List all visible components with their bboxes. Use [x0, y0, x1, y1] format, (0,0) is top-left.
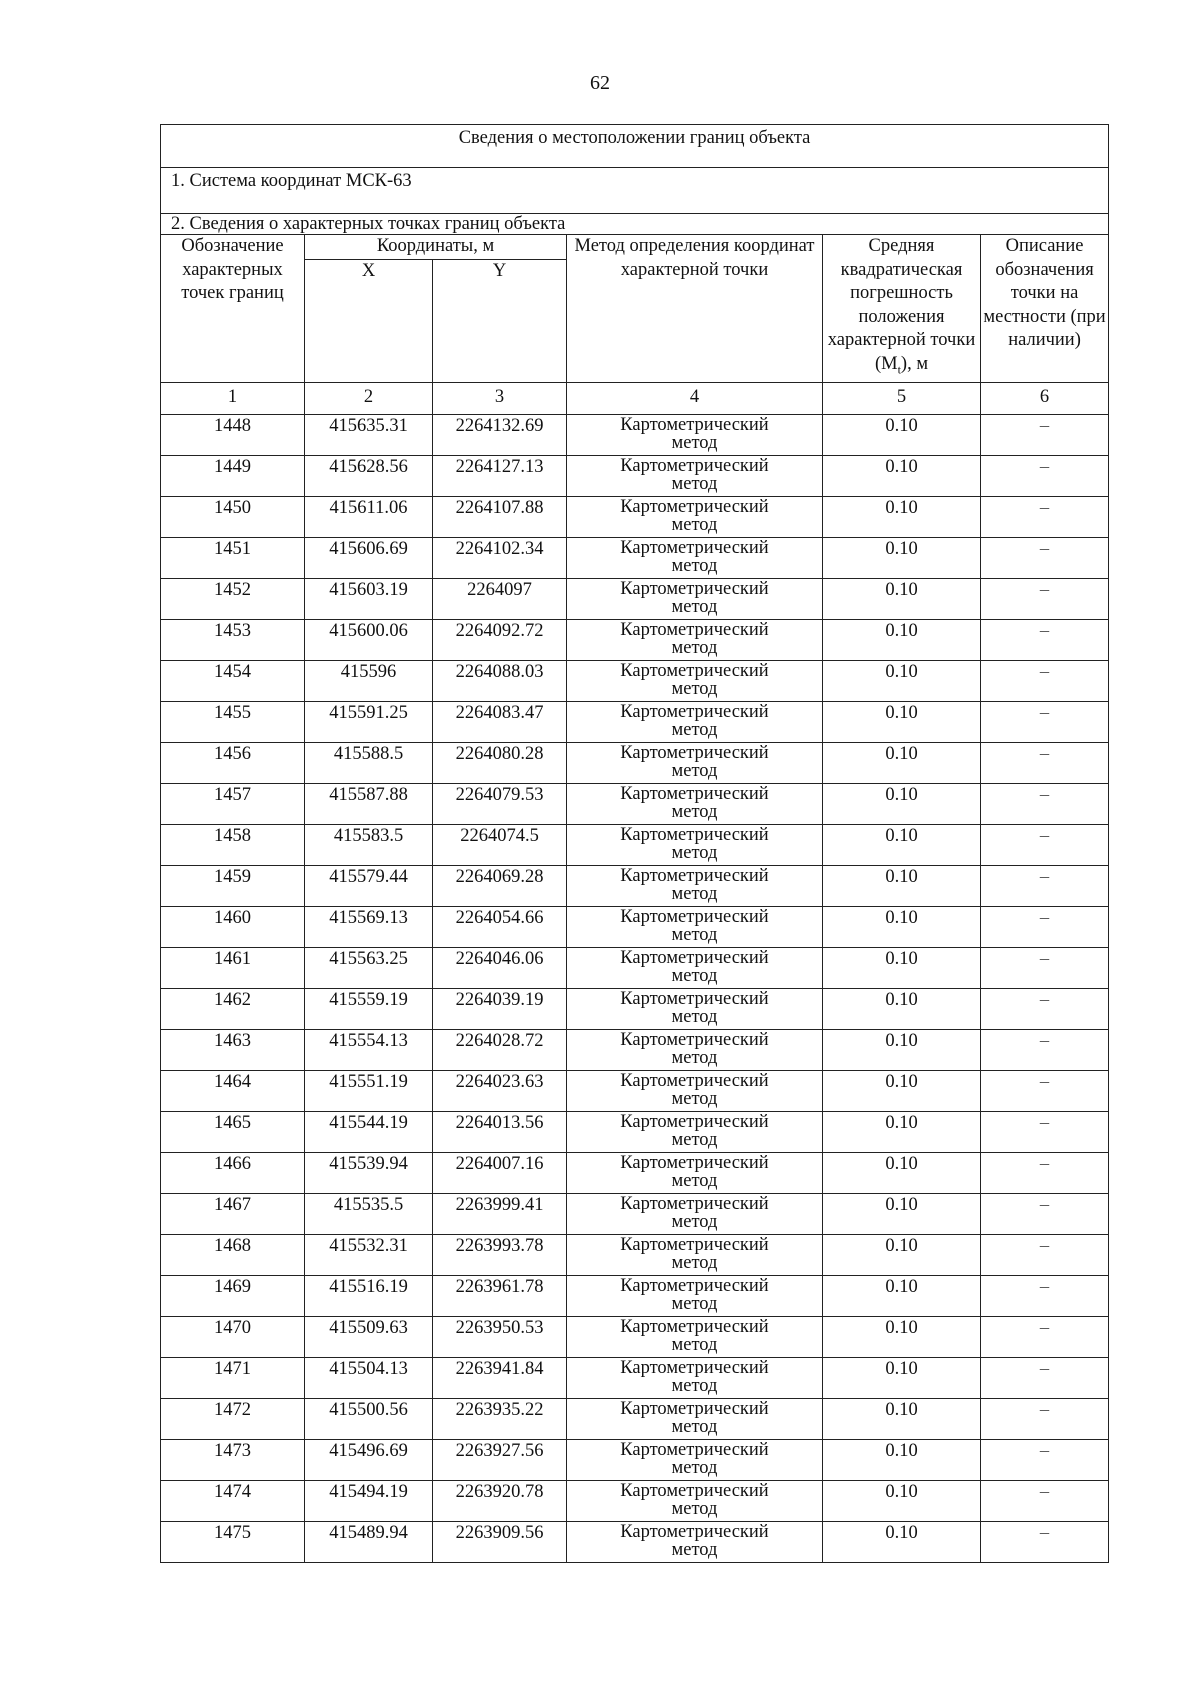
point-method-line2: метод [671, 1006, 718, 1027]
coordinate-system-row [161, 168, 1109, 214]
point-x: 415563.25 [305, 947, 433, 988]
header-error [823, 235, 981, 383]
point-method-line2: метод [671, 1457, 718, 1478]
point-id: 1474 [161, 1480, 305, 1521]
table-row [161, 947, 1109, 988]
point-y: 2263961.78 [433, 1275, 567, 1316]
point-method [567, 1521, 823, 1562]
point-description: – [981, 1234, 1109, 1275]
point-method-line1: Картометрический [620, 783, 769, 804]
point-x: 415583.5 [305, 824, 433, 865]
point-id: 1460 [161, 906, 305, 947]
point-error: 0.10 [823, 906, 981, 947]
point-x: 415504.13 [305, 1357, 433, 1398]
point-method [567, 455, 823, 496]
point-id: 1452 [161, 578, 305, 619]
point-x: 415635.31 [305, 414, 433, 455]
point-method [567, 1439, 823, 1480]
point-description: – [981, 1398, 1109, 1439]
point-description: – [981, 1439, 1109, 1480]
point-y: 2264023.63 [433, 1070, 567, 1111]
point-error: 0.10 [823, 824, 981, 865]
point-method-line1: Картометрический [620, 906, 769, 927]
point-method [567, 1398, 823, 1439]
point-id: 1467 [161, 1193, 305, 1234]
point-id: 1454 [161, 660, 305, 701]
point-method-line1: Картометрический [620, 824, 769, 845]
point-method-line2: метод [671, 1211, 718, 1232]
point-error: 0.10 [823, 1398, 981, 1439]
point-description: – [981, 455, 1109, 496]
point-method-line1: Картометрический [620, 742, 769, 763]
point-x: 415509.63 [305, 1316, 433, 1357]
point-method [567, 1029, 823, 1070]
point-error: 0.10 [823, 742, 981, 783]
point-method-line1: Картометрический [620, 1275, 769, 1296]
point-description: – [981, 1521, 1109, 1562]
point-x: 415551.19 [305, 1070, 433, 1111]
column-number: 5 [823, 382, 981, 414]
point-x: 415532.31 [305, 1234, 433, 1275]
column-number: 1 [161, 382, 305, 414]
coordinate-system: 1. Система координат МСК-63 [161, 168, 1109, 214]
point-id: 1462 [161, 988, 305, 1029]
point-description: – [981, 1275, 1109, 1316]
point-method-line1: Картометрический [620, 1316, 769, 1337]
point-id: 1451 [161, 537, 305, 578]
point-method-line2: метод [671, 555, 718, 576]
table-row [161, 1193, 1109, 1234]
point-id: 1450 [161, 496, 305, 537]
point-id: 1456 [161, 742, 305, 783]
point-description: – [981, 906, 1109, 947]
table-row [161, 496, 1109, 537]
point-method-line1: Картометрический [620, 1357, 769, 1378]
point-error: 0.10 [823, 1193, 981, 1234]
point-y: 2263935.22 [433, 1398, 567, 1439]
point-id: 1468 [161, 1234, 305, 1275]
point-method [567, 988, 823, 1029]
point-description: – [981, 578, 1109, 619]
point-method [567, 1357, 823, 1398]
point-y: 2263927.56 [433, 1439, 567, 1480]
point-error: 0.10 [823, 619, 981, 660]
point-x: 415591.25 [305, 701, 433, 742]
point-y: 2264132.69 [433, 414, 567, 455]
table-row [161, 824, 1109, 865]
point-id: 1448 [161, 414, 305, 455]
table-row [161, 1439, 1109, 1480]
point-method [567, 865, 823, 906]
point-description: – [981, 701, 1109, 742]
point-id: 1453 [161, 619, 305, 660]
point-method [567, 660, 823, 701]
point-description: – [981, 742, 1109, 783]
point-y: 2264069.28 [433, 865, 567, 906]
point-method-line2: метод [671, 1293, 718, 1314]
point-description: – [981, 865, 1109, 906]
point-description: – [981, 783, 1109, 824]
point-method [567, 1070, 823, 1111]
point-id: 1469 [161, 1275, 305, 1316]
column-number: 6 [981, 382, 1109, 414]
point-description: – [981, 1111, 1109, 1152]
point-error: 0.10 [823, 701, 981, 742]
point-method-line2: метод [671, 1088, 718, 1109]
point-id: 1473 [161, 1439, 305, 1480]
point-method [567, 701, 823, 742]
point-y: 2264083.47 [433, 701, 567, 742]
point-id: 1466 [161, 1152, 305, 1193]
point-id: 1457 [161, 783, 305, 824]
point-method [567, 1111, 823, 1152]
point-x: 415569.13 [305, 906, 433, 947]
point-method-line1: Картометрический [620, 1521, 769, 1542]
point-method-line2: метод [671, 801, 718, 822]
point-method-line2: метод [671, 719, 718, 740]
point-method-line1: Картометрический [620, 1439, 769, 1460]
point-error: 0.10 [823, 455, 981, 496]
point-method-line1: Картометрический [620, 1234, 769, 1255]
point-method [567, 1480, 823, 1521]
point-method-line1: Картометрический [620, 578, 769, 599]
point-method [567, 414, 823, 455]
point-y: 2263950.53 [433, 1316, 567, 1357]
point-error: 0.10 [823, 988, 981, 1029]
point-method-line2: метод [671, 965, 718, 986]
header-description: Описание обозначения точки на местности (при наличии) [981, 235, 1109, 383]
table-row [161, 1152, 1109, 1193]
table-row [161, 537, 1109, 578]
point-method-line1: Картометрический [620, 701, 769, 722]
header-coordinates: Координаты, м [305, 235, 567, 260]
header-method: Метод определения координат характерной точки [567, 235, 823, 383]
point-x: 415579.44 [305, 865, 433, 906]
table-row [161, 660, 1109, 701]
table-row [161, 1357, 1109, 1398]
point-error: 0.10 [823, 865, 981, 906]
point-id: 1459 [161, 865, 305, 906]
point-y: 2264088.03 [433, 660, 567, 701]
point-method-line1: Картометрический [620, 865, 769, 886]
point-error: 0.10 [823, 1480, 981, 1521]
table-row [161, 455, 1109, 496]
point-y: 2264097 [433, 578, 567, 619]
table-title-row [161, 125, 1109, 168]
point-method-line1: Картометрический [620, 455, 769, 476]
point-id: 1465 [161, 1111, 305, 1152]
point-description: – [981, 988, 1109, 1029]
point-error: 0.10 [823, 1439, 981, 1480]
point-method-line2: метод [671, 1334, 718, 1355]
table-row [161, 742, 1109, 783]
point-method-line2: метод [671, 1375, 718, 1396]
column-number: 4 [567, 382, 823, 414]
header-y: Y [433, 260, 567, 382]
point-method-line2: метод [671, 1252, 718, 1273]
point-y: 2264007.16 [433, 1152, 567, 1193]
table-row [161, 906, 1109, 947]
point-description: – [981, 1357, 1109, 1398]
point-x: 415596 [305, 660, 433, 701]
point-error: 0.10 [823, 1152, 981, 1193]
point-description: – [981, 619, 1109, 660]
table-row [161, 1398, 1109, 1439]
table-row [161, 1029, 1109, 1070]
point-error: 0.10 [823, 660, 981, 701]
point-description: – [981, 1480, 1109, 1521]
point-y: 2264079.53 [433, 783, 567, 824]
table-row [161, 1275, 1109, 1316]
table-row [161, 414, 1109, 455]
point-error: 0.10 [823, 1029, 981, 1070]
header-error-unit: ), м [900, 353, 929, 374]
point-error: 0.10 [823, 1111, 981, 1152]
points-heading-row [161, 214, 1109, 235]
point-y: 2263999.41 [433, 1193, 567, 1234]
point-y: 2263909.56 [433, 1521, 567, 1562]
point-method-line1: Картометрический [620, 1193, 769, 1214]
point-method-line2: метод [671, 1170, 718, 1191]
header-designation: Обозначение характерных точек границ [161, 235, 305, 383]
point-y: 2264107.88 [433, 496, 567, 537]
point-description: – [981, 1070, 1109, 1111]
point-error: 0.10 [823, 1234, 981, 1275]
point-x: 415554.13 [305, 1029, 433, 1070]
point-y: 2264092.72 [433, 619, 567, 660]
point-description: – [981, 537, 1109, 578]
point-y: 2264102.34 [433, 537, 567, 578]
point-error: 0.10 [823, 1070, 981, 1111]
point-description: – [981, 496, 1109, 537]
point-x: 415600.06 [305, 619, 433, 660]
table-row [161, 1111, 1109, 1152]
point-method [567, 537, 823, 578]
point-method [567, 1152, 823, 1193]
point-x: 415544.19 [305, 1111, 433, 1152]
header-error-subscript: t [897, 362, 901, 377]
point-method-line2: метод [671, 842, 718, 863]
point-method [567, 1234, 823, 1275]
point-id: 1464 [161, 1070, 305, 1111]
table-row [161, 783, 1109, 824]
point-description: – [981, 1193, 1109, 1234]
point-error: 0.10 [823, 537, 981, 578]
point-description: – [981, 824, 1109, 865]
table-row [161, 1070, 1109, 1111]
point-method-line2: метод [671, 596, 718, 617]
point-id: 1458 [161, 824, 305, 865]
point-method-line1: Картометрический [620, 1029, 769, 1050]
point-method [567, 1193, 823, 1234]
point-error: 0.10 [823, 496, 981, 537]
table-row [161, 1316, 1109, 1357]
point-description: – [981, 947, 1109, 988]
point-y: 2264039.19 [433, 988, 567, 1029]
point-description: – [981, 660, 1109, 701]
point-method [567, 1316, 823, 1357]
point-method-line1: Картометрический [620, 496, 769, 517]
point-method [567, 783, 823, 824]
header-row [161, 235, 1109, 260]
point-description: – [981, 1152, 1109, 1193]
point-x: 415588.5 [305, 742, 433, 783]
column-number-row [161, 382, 1109, 414]
point-description: – [981, 414, 1109, 455]
point-y: 2264127.13 [433, 455, 567, 496]
point-x: 415559.19 [305, 988, 433, 1029]
point-x: 415489.94 [305, 1521, 433, 1562]
point-id: 1449 [161, 455, 305, 496]
point-method [567, 742, 823, 783]
point-method-line2: метод [671, 1498, 718, 1519]
table-title: Сведения о местоположении границ объекта [161, 125, 1109, 168]
table-row [161, 578, 1109, 619]
point-id: 1472 [161, 1398, 305, 1439]
point-method-line2: метод [671, 760, 718, 781]
point-y: 2263993.78 [433, 1234, 567, 1275]
point-method-line1: Картометрический [620, 619, 769, 640]
point-error: 0.10 [823, 783, 981, 824]
point-description: – [981, 1316, 1109, 1357]
table-row [161, 1234, 1109, 1275]
point-error: 0.10 [823, 578, 981, 619]
point-y: 2264028.72 [433, 1029, 567, 1070]
point-error: 0.10 [823, 414, 981, 455]
table-body [161, 125, 1109, 1563]
table-row [161, 1480, 1109, 1521]
page-number: 62 [590, 72, 610, 94]
table-row [161, 619, 1109, 660]
point-method-line2: метод [671, 1047, 718, 1068]
point-method-line1: Картометрический [620, 1152, 769, 1173]
point-x: 415494.19 [305, 1480, 433, 1521]
point-y: 2263920.78 [433, 1480, 567, 1521]
point-method-line1: Картометрический [620, 1398, 769, 1419]
point-y: 2264074.5 [433, 824, 567, 865]
point-description: – [981, 1029, 1109, 1070]
point-method [567, 496, 823, 537]
point-method-line2: метод [671, 883, 718, 904]
point-error: 0.10 [823, 1275, 981, 1316]
point-y: 2264054.66 [433, 906, 567, 947]
point-method [567, 1275, 823, 1316]
point-id: 1470 [161, 1316, 305, 1357]
point-method-line2: метод [671, 432, 718, 453]
boundary-points-table [160, 124, 1109, 1563]
table-row [161, 1521, 1109, 1562]
point-error: 0.10 [823, 1357, 981, 1398]
point-y: 2264080.28 [433, 742, 567, 783]
point-method-line1: Картометрический [620, 537, 769, 558]
point-method-line2: метод [671, 473, 718, 494]
point-method-line2: метод [671, 1539, 718, 1560]
point-method-line2: метод [671, 1129, 718, 1150]
point-x: 415535.5 [305, 1193, 433, 1234]
point-method-line2: метод [671, 637, 718, 658]
point-method-line1: Картометрический [620, 947, 769, 968]
point-method-line1: Картометрический [620, 660, 769, 681]
point-x: 415606.69 [305, 537, 433, 578]
point-error: 0.10 [823, 947, 981, 988]
point-method [567, 578, 823, 619]
point-method-line2: метод [671, 1416, 718, 1437]
point-method-line1: Картометрический [620, 414, 769, 435]
point-y: 2264013.56 [433, 1111, 567, 1152]
point-method-line1: Картометрический [620, 988, 769, 1009]
points-heading: 2. Сведения о характерных точках границ объекта [161, 214, 1109, 235]
point-id: 1471 [161, 1357, 305, 1398]
point-x: 415628.56 [305, 455, 433, 496]
point-method-line1: Картометрический [620, 1070, 769, 1091]
point-x: 415496.69 [305, 1439, 433, 1480]
column-number: 3 [433, 382, 567, 414]
point-x: 415539.94 [305, 1152, 433, 1193]
point-method [567, 906, 823, 947]
point-x: 415611.06 [305, 496, 433, 537]
header-x: X [305, 260, 433, 382]
point-method [567, 619, 823, 660]
point-id: 1455 [161, 701, 305, 742]
point-x: 415500.56 [305, 1398, 433, 1439]
column-number: 2 [305, 382, 433, 414]
point-x: 415603.19 [305, 578, 433, 619]
point-method-line2: метод [671, 514, 718, 535]
point-x: 415516.19 [305, 1275, 433, 1316]
point-y: 2264046.06 [433, 947, 567, 988]
point-method [567, 947, 823, 988]
point-y: 2263941.84 [433, 1357, 567, 1398]
point-id: 1463 [161, 1029, 305, 1070]
point-method-line2: метод [671, 678, 718, 699]
table-row [161, 988, 1109, 1029]
point-method-line2: метод [671, 924, 718, 945]
point-error: 0.10 [823, 1316, 981, 1357]
point-method [567, 824, 823, 865]
point-id: 1475 [161, 1521, 305, 1562]
point-x: 415587.88 [305, 783, 433, 824]
header-error-text: Средняя квадратическая погрешность положения характерной точки (M [827, 236, 976, 374]
point-id: 1461 [161, 947, 305, 988]
point-method-line1: Картометрический [620, 1480, 769, 1501]
table-row [161, 701, 1109, 742]
table-row [161, 865, 1109, 906]
point-method-line1: Картометрический [620, 1111, 769, 1132]
point-error: 0.10 [823, 1521, 981, 1562]
